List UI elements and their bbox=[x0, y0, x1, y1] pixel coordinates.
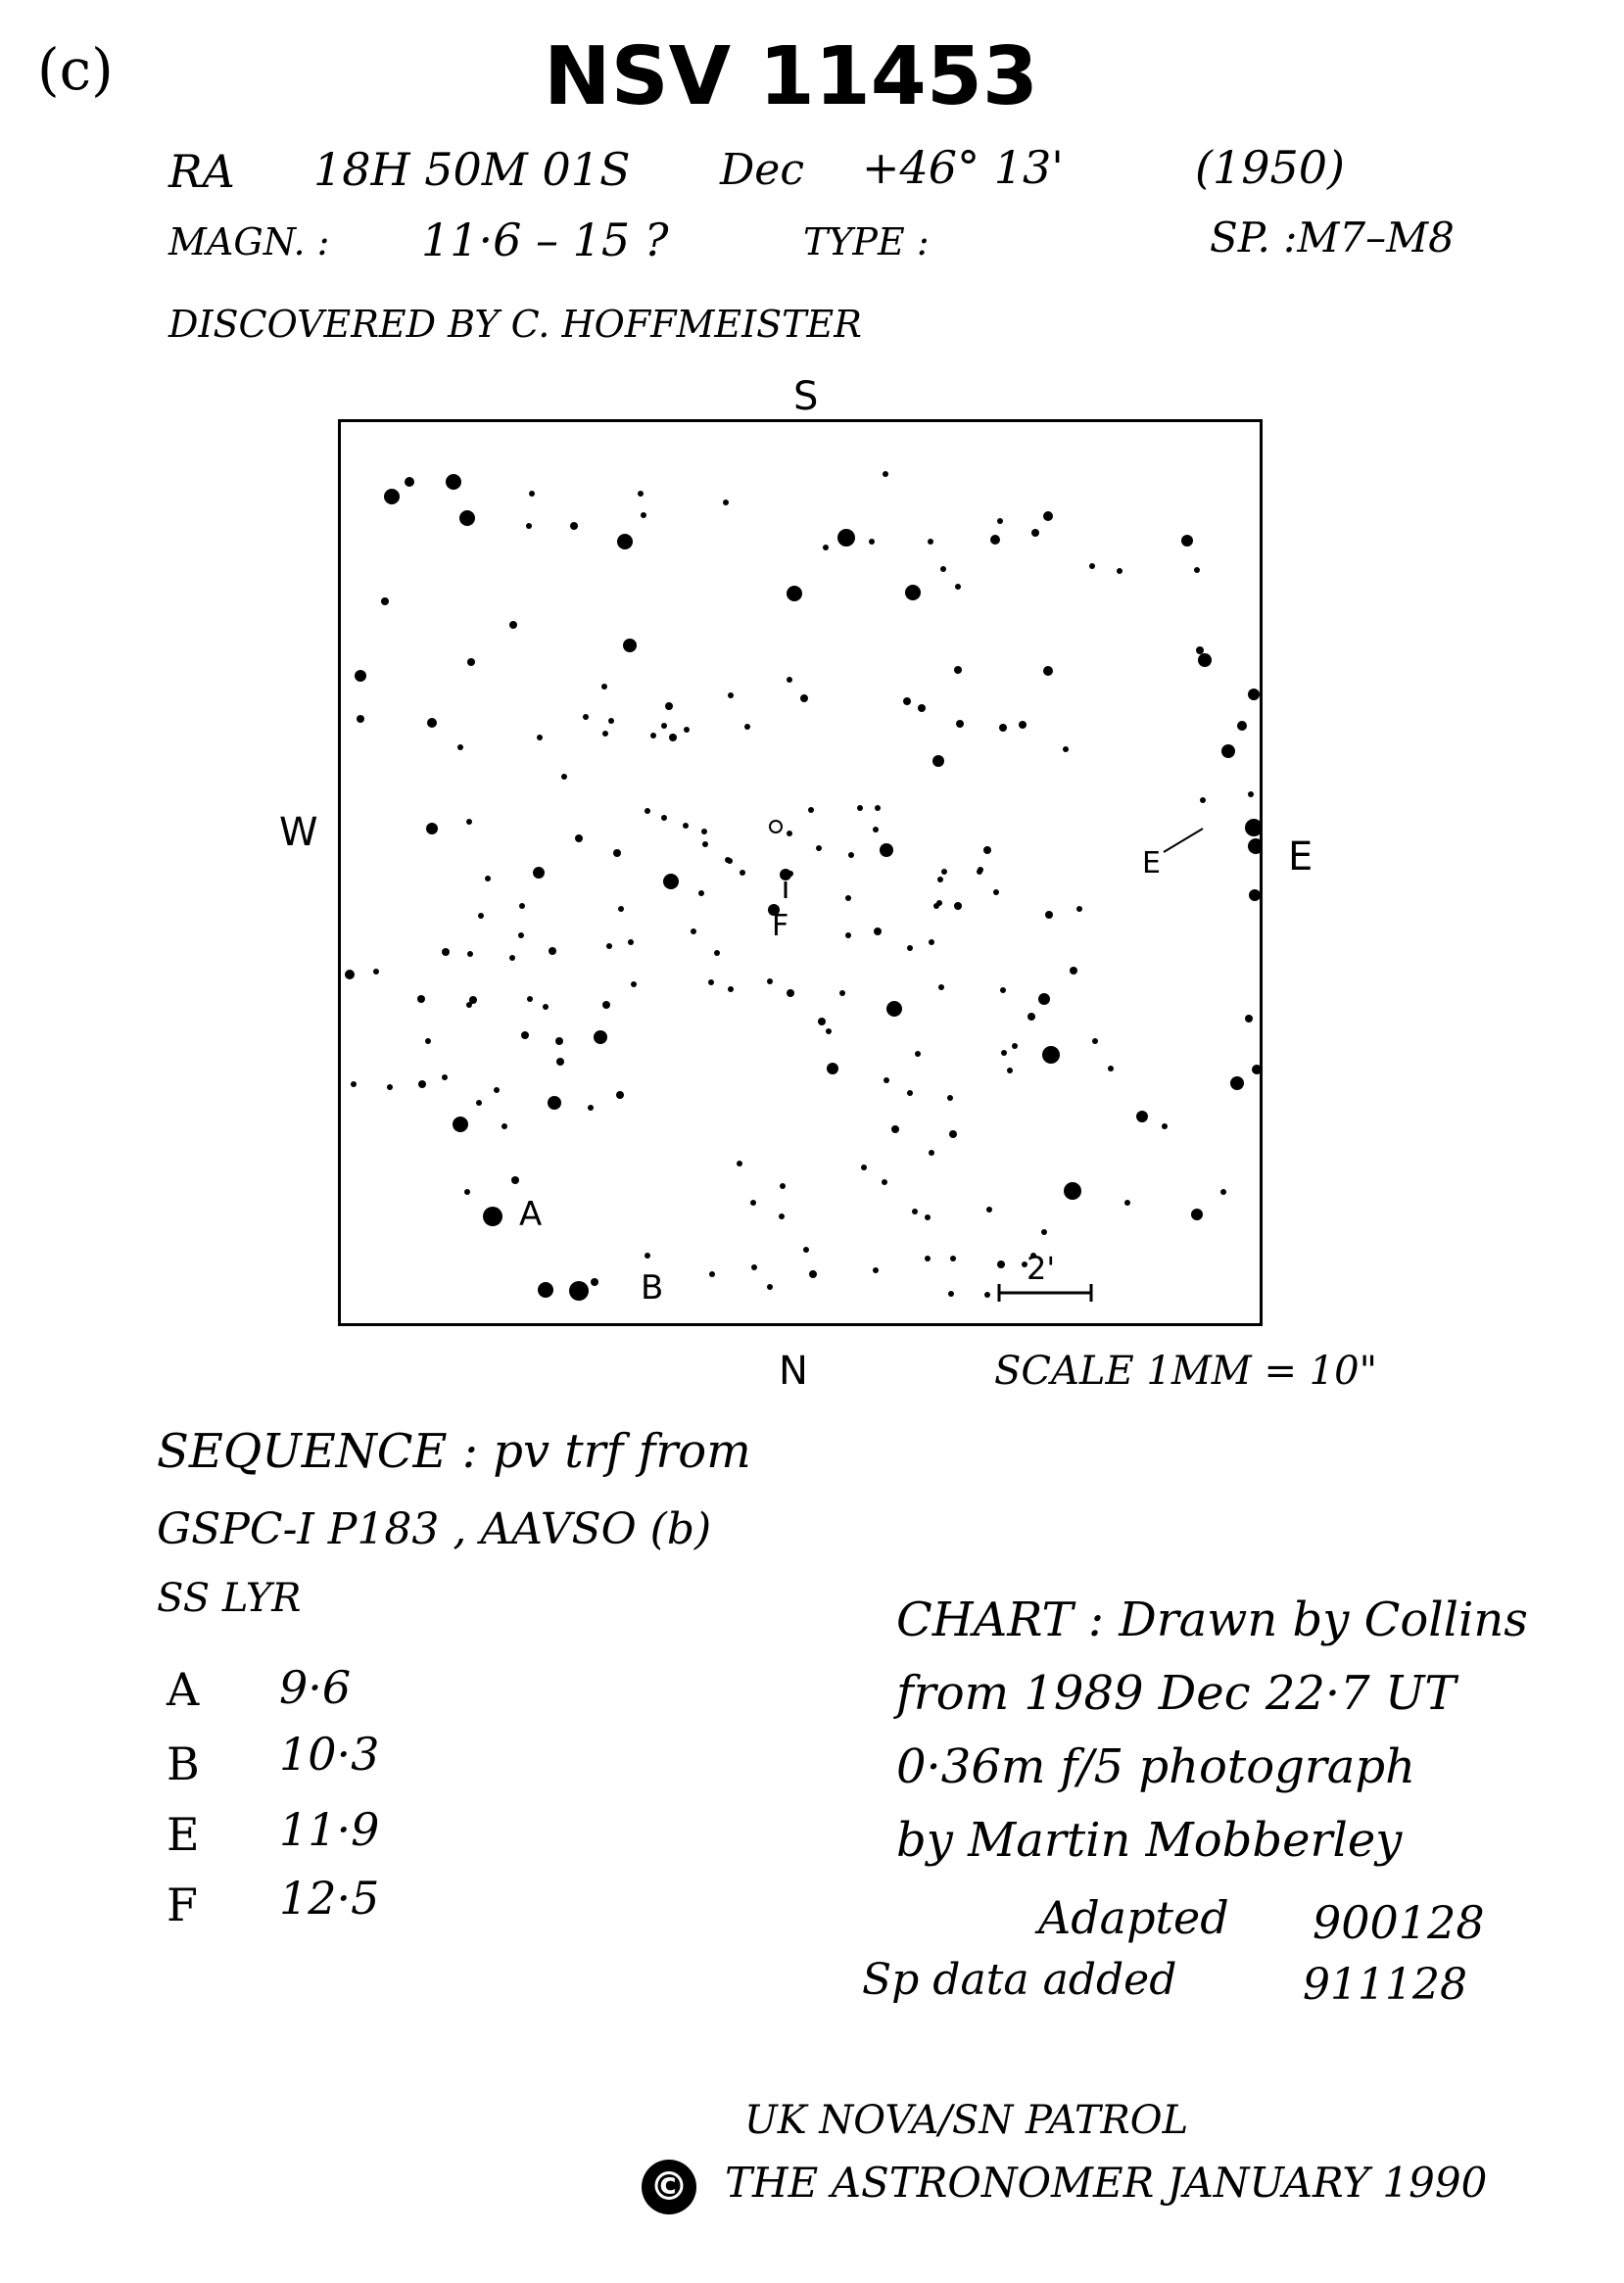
star-dot bbox=[702, 841, 708, 847]
sequence-star-f-mag: 12·5 bbox=[279, 1872, 380, 1925]
star-dot bbox=[751, 1264, 757, 1270]
star-dot bbox=[427, 718, 437, 728]
star-dot bbox=[1000, 987, 1006, 993]
credits-line-1: CHART : Drawn by Collins bbox=[896, 1593, 1528, 1647]
star-dot bbox=[708, 979, 714, 985]
chart-label-north: N bbox=[779, 1349, 808, 1394]
star-dot bbox=[787, 677, 792, 683]
star-dot bbox=[1063, 746, 1069, 752]
star-dot bbox=[618, 906, 624, 912]
star-dot bbox=[1249, 889, 1260, 901]
star-dot bbox=[526, 523, 532, 529]
chart-label-east: E bbox=[1288, 834, 1314, 880]
star-dot bbox=[476, 1100, 482, 1106]
star-dot bbox=[594, 1030, 607, 1044]
star-dot bbox=[527, 996, 533, 1002]
star-dot bbox=[880, 843, 893, 857]
star-dot bbox=[809, 1270, 817, 1278]
star-dot bbox=[613, 849, 621, 857]
star-dot bbox=[1007, 1068, 1013, 1073]
star-dot bbox=[1124, 1200, 1130, 1206]
star-dot bbox=[509, 621, 517, 629]
star-dot bbox=[990, 535, 1000, 545]
star-dot bbox=[355, 670, 366, 682]
star-dot bbox=[1092, 1038, 1098, 1044]
star-dot bbox=[1191, 1209, 1203, 1220]
star-dot bbox=[357, 715, 364, 723]
star-dot bbox=[803, 1247, 809, 1253]
star-dot bbox=[903, 697, 911, 705]
star-dot bbox=[1031, 529, 1039, 537]
star-dot bbox=[684, 727, 690, 733]
star-dot bbox=[1042, 1046, 1060, 1064]
star-dot bbox=[873, 827, 879, 832]
star-dot bbox=[1001, 1050, 1007, 1056]
star-dot bbox=[1038, 993, 1050, 1005]
star-dot bbox=[986, 1207, 992, 1213]
adapted-label: Adapted bbox=[1038, 1891, 1229, 1944]
sequence-star-e-mag: 11·9 bbox=[279, 1803, 380, 1856]
star-dot bbox=[1248, 791, 1254, 797]
star-dot bbox=[601, 684, 607, 690]
star-label-a: A bbox=[519, 1195, 543, 1234]
star-dot bbox=[808, 807, 814, 813]
comparison-star-b bbox=[569, 1281, 589, 1301]
patrol-name: UK NOVA/SN PATROL bbox=[744, 2098, 1189, 2143]
star-label-b: B bbox=[641, 1268, 664, 1308]
sequence-line-1: SEQUENCE : pv trf from bbox=[157, 1424, 751, 1479]
star-dot bbox=[638, 491, 644, 497]
star-dot bbox=[928, 539, 933, 545]
panel-label: (c) bbox=[37, 36, 114, 103]
star-dot bbox=[1019, 721, 1027, 729]
star-dot bbox=[728, 692, 734, 698]
star-dot bbox=[701, 829, 707, 834]
star-dot bbox=[661, 815, 667, 821]
star-dot bbox=[954, 666, 962, 674]
star-dot bbox=[845, 932, 851, 938]
star-dot bbox=[511, 1176, 519, 1184]
star-dot bbox=[857, 805, 863, 811]
dec-value: +46° 13' bbox=[862, 141, 1064, 194]
star-dot bbox=[874, 927, 882, 935]
star-dot bbox=[1252, 1065, 1260, 1074]
star-dot bbox=[405, 477, 414, 487]
star-dot bbox=[1245, 1015, 1253, 1023]
star-dot bbox=[873, 1267, 879, 1273]
credits-line-2: from 1989 Dec 22·7 UT bbox=[896, 1666, 1457, 1721]
star-dot bbox=[418, 1080, 426, 1088]
star-dot bbox=[1043, 666, 1053, 676]
magn-label: MAGN. : bbox=[168, 220, 330, 263]
star-dot bbox=[602, 1001, 610, 1009]
star-dot bbox=[467, 658, 475, 666]
credits-line-3: 0·36m f/5 photograph bbox=[896, 1739, 1416, 1794]
publisher-line: THE ASTRONOMER JANUARY 1990 bbox=[725, 2159, 1488, 2207]
star-dot bbox=[949, 1130, 957, 1138]
star-dot bbox=[628, 939, 634, 945]
star-dot bbox=[457, 744, 463, 750]
star-dot bbox=[650, 733, 656, 738]
star-dot bbox=[538, 1282, 553, 1298]
star-dot bbox=[381, 597, 389, 605]
sequence-star-a-id: A bbox=[167, 1663, 200, 1716]
star-dot bbox=[950, 1256, 956, 1261]
star-dot bbox=[886, 1001, 902, 1017]
type-label: TYPE : bbox=[803, 220, 930, 263]
star-dot bbox=[529, 491, 535, 497]
star-dot bbox=[826, 1028, 832, 1034]
star-dot bbox=[556, 1058, 564, 1066]
star-dot bbox=[1181, 535, 1193, 547]
star-dot bbox=[1012, 1043, 1018, 1049]
scale-bar-label: 2' bbox=[1027, 1250, 1056, 1287]
copyright-icon bbox=[642, 2160, 696, 2214]
star-dot bbox=[351, 1081, 357, 1087]
star-dot bbox=[925, 1214, 931, 1220]
star-dot bbox=[1248, 689, 1260, 700]
star-dot bbox=[1221, 744, 1235, 758]
star-label-f: F bbox=[772, 909, 789, 943]
star-dot bbox=[641, 512, 646, 518]
star-dot bbox=[509, 955, 515, 961]
star-dot bbox=[464, 1189, 470, 1195]
star-dot bbox=[570, 522, 578, 530]
star-dot bbox=[709, 1271, 715, 1277]
star-dot bbox=[780, 1183, 786, 1189]
star-dot bbox=[800, 694, 808, 702]
star-dot bbox=[485, 876, 491, 881]
star-name-title: NSV 11453 bbox=[544, 30, 1038, 123]
star-dot bbox=[918, 704, 926, 712]
star-dot bbox=[750, 1200, 756, 1206]
star-dot bbox=[502, 1123, 507, 1129]
ra-value: 18H 50M 01S bbox=[313, 143, 631, 196]
star-dot bbox=[698, 890, 704, 896]
star-dot bbox=[345, 970, 355, 979]
star-dot bbox=[929, 939, 934, 945]
star-dot bbox=[384, 489, 400, 504]
star-dot bbox=[1041, 1229, 1047, 1235]
star-dot bbox=[1200, 797, 1206, 803]
star-dot bbox=[617, 534, 633, 549]
star-dot bbox=[869, 539, 875, 545]
star-dot bbox=[616, 1091, 624, 1099]
star-dot bbox=[466, 819, 472, 825]
star-dot bbox=[823, 545, 829, 550]
star-dot bbox=[936, 900, 942, 906]
star-dot bbox=[714, 950, 720, 956]
star-dot bbox=[955, 584, 961, 590]
star-dot bbox=[425, 1038, 431, 1044]
star-dot bbox=[1076, 906, 1082, 912]
star-dot bbox=[983, 846, 991, 854]
star-dot bbox=[905, 585, 921, 600]
star-dot bbox=[940, 566, 946, 572]
star-dot bbox=[1196, 646, 1204, 654]
star-dot bbox=[907, 1090, 913, 1096]
star-dot bbox=[915, 1051, 921, 1057]
star-label-e: E bbox=[1142, 846, 1161, 880]
star-dot bbox=[561, 774, 567, 780]
star-dot bbox=[723, 499, 729, 505]
star-dot bbox=[459, 510, 475, 526]
star-dot bbox=[839, 990, 845, 996]
sequence-star-b-mag: 10·3 bbox=[279, 1728, 380, 1781]
star-dot bbox=[884, 1077, 889, 1083]
star-dot bbox=[740, 870, 745, 876]
star-dot bbox=[591, 1278, 598, 1286]
scale-text: SCALE 1MM = 10" bbox=[994, 1349, 1377, 1394]
chart-label-west: W bbox=[279, 810, 318, 855]
star-dot bbox=[907, 945, 913, 951]
star-dot bbox=[932, 755, 944, 767]
comparison-star-e bbox=[1245, 819, 1260, 836]
star-dot bbox=[521, 1031, 529, 1039]
star-dot bbox=[387, 1084, 393, 1090]
star-dot bbox=[1089, 563, 1095, 569]
star-dot bbox=[1043, 511, 1053, 521]
star-dot bbox=[1070, 967, 1077, 975]
star-dot bbox=[767, 978, 773, 984]
star-dot bbox=[937, 877, 943, 882]
star-dot bbox=[883, 471, 888, 477]
sequence-star-f-id: F bbox=[167, 1879, 198, 1931]
star-dot bbox=[827, 1063, 838, 1074]
star-dot bbox=[818, 1018, 826, 1025]
star-dot bbox=[997, 1260, 1005, 1268]
star-dot bbox=[1248, 838, 1260, 854]
star-dot bbox=[1230, 1076, 1244, 1090]
star-dot bbox=[861, 1165, 867, 1170]
star-dot bbox=[954, 902, 962, 910]
star-dot bbox=[533, 867, 545, 879]
copyright-symbol: © bbox=[649, 2164, 689, 2210]
star-dot bbox=[519, 903, 525, 909]
star-dot bbox=[442, 1074, 448, 1080]
variable-star-marker bbox=[770, 821, 782, 832]
sp-added-value: 911128 bbox=[1303, 1960, 1467, 2010]
star-dot bbox=[779, 1213, 785, 1219]
epoch: (1950) bbox=[1195, 141, 1345, 194]
star-dot bbox=[941, 869, 947, 875]
sequence-star-a-mag: 9·6 bbox=[279, 1661, 352, 1714]
star-dot bbox=[767, 1284, 773, 1290]
star-dot bbox=[631, 981, 637, 987]
star-field bbox=[341, 422, 1260, 1323]
star-dot bbox=[608, 718, 614, 724]
star-dot bbox=[875, 805, 881, 811]
star-dot bbox=[683, 823, 689, 829]
star-dot bbox=[583, 714, 589, 720]
star-dot bbox=[1108, 1066, 1114, 1071]
star-dot bbox=[947, 1095, 953, 1101]
star-dot bbox=[1027, 1013, 1035, 1021]
star-dot bbox=[845, 895, 851, 901]
dec-label: Dec bbox=[720, 145, 804, 195]
star-dot bbox=[426, 823, 438, 834]
star-dot bbox=[912, 1209, 918, 1214]
star-dot bbox=[575, 834, 583, 842]
star-dot bbox=[938, 984, 944, 990]
star-dot bbox=[555, 1037, 563, 1045]
star-dot bbox=[543, 1004, 549, 1010]
star-dot bbox=[1045, 911, 1053, 919]
star-dot bbox=[984, 1292, 990, 1298]
star-dot bbox=[373, 969, 379, 975]
star-dot bbox=[891, 1125, 899, 1133]
star-dot bbox=[999, 724, 1007, 732]
ra-label: RA bbox=[168, 145, 235, 198]
star-dot bbox=[623, 639, 637, 652]
star-dot bbox=[645, 808, 650, 814]
star-dot bbox=[417, 995, 425, 1003]
star-dot bbox=[725, 857, 731, 863]
spectral-type: SP. :M7–M8 bbox=[1210, 214, 1455, 262]
finder-chart bbox=[338, 419, 1263, 1326]
star-dot bbox=[588, 1105, 594, 1111]
adapted-value: 900128 bbox=[1313, 1896, 1485, 1949]
star-dot bbox=[661, 723, 667, 729]
star-dot bbox=[1220, 1189, 1226, 1195]
star-dot bbox=[669, 734, 677, 741]
sp-added-label: Sp data added bbox=[862, 1955, 1177, 2005]
sequence-line-3: SS LYR bbox=[157, 1576, 302, 1621]
star-dot bbox=[645, 1253, 650, 1259]
sequence-star-e-id: E bbox=[167, 1808, 200, 1861]
star-dot bbox=[663, 874, 679, 889]
star-dot bbox=[837, 529, 855, 547]
star-dot bbox=[453, 1117, 468, 1132]
star-dot bbox=[929, 1150, 934, 1156]
star-dot bbox=[1064, 1182, 1081, 1200]
star-dot bbox=[848, 852, 854, 858]
star-dot bbox=[537, 735, 543, 740]
credits-line-4: by Martin Mobberley bbox=[896, 1813, 1403, 1868]
star-dot bbox=[744, 724, 750, 730]
magn-value: 11·6 – 15 ? bbox=[421, 214, 669, 266]
sequence-star-b-id: B bbox=[167, 1737, 200, 1790]
star-dot bbox=[925, 1256, 931, 1261]
sequence-line-2: GSPC-I P183 , AAVSO (b) bbox=[157, 1504, 712, 1554]
star-dot bbox=[1117, 568, 1122, 574]
star-dot bbox=[606, 943, 612, 949]
star-dot bbox=[602, 731, 608, 737]
star-dot bbox=[549, 947, 556, 955]
comparison-star-a bbox=[483, 1207, 502, 1226]
star-e-pointer bbox=[1164, 829, 1203, 852]
discovered-by: DISCOVERED BY C. HOFFMEISTER bbox=[168, 303, 862, 346]
star-dot bbox=[787, 586, 802, 601]
star-dot bbox=[997, 518, 1003, 524]
star-dot bbox=[787, 831, 792, 836]
star-dot bbox=[787, 989, 794, 997]
star-dot bbox=[518, 932, 524, 938]
star-dot bbox=[478, 913, 484, 919]
star-dot bbox=[467, 951, 473, 957]
star-dot bbox=[446, 474, 461, 490]
star-dot bbox=[993, 889, 999, 895]
star-dot bbox=[978, 867, 983, 873]
star-dot bbox=[737, 1161, 742, 1166]
star-dot bbox=[1162, 1123, 1168, 1129]
star-dot bbox=[1237, 721, 1247, 731]
star-dot bbox=[1136, 1111, 1148, 1122]
star-dot bbox=[1198, 653, 1212, 667]
chart-label-south: S bbox=[793, 374, 819, 419]
star-dot bbox=[548, 1096, 561, 1110]
star-dot bbox=[691, 928, 696, 934]
star-dot bbox=[816, 845, 822, 851]
star-dot bbox=[956, 720, 964, 728]
star-dot bbox=[469, 996, 477, 1004]
star-dot bbox=[442, 948, 450, 956]
star-dot bbox=[494, 1087, 500, 1093]
star-dot bbox=[1194, 567, 1200, 573]
star-dot bbox=[882, 1179, 887, 1185]
comparison-star-f bbox=[780, 869, 791, 880]
star-dot bbox=[665, 702, 673, 710]
star-dot bbox=[948, 1291, 954, 1297]
star-dot bbox=[728, 986, 734, 992]
